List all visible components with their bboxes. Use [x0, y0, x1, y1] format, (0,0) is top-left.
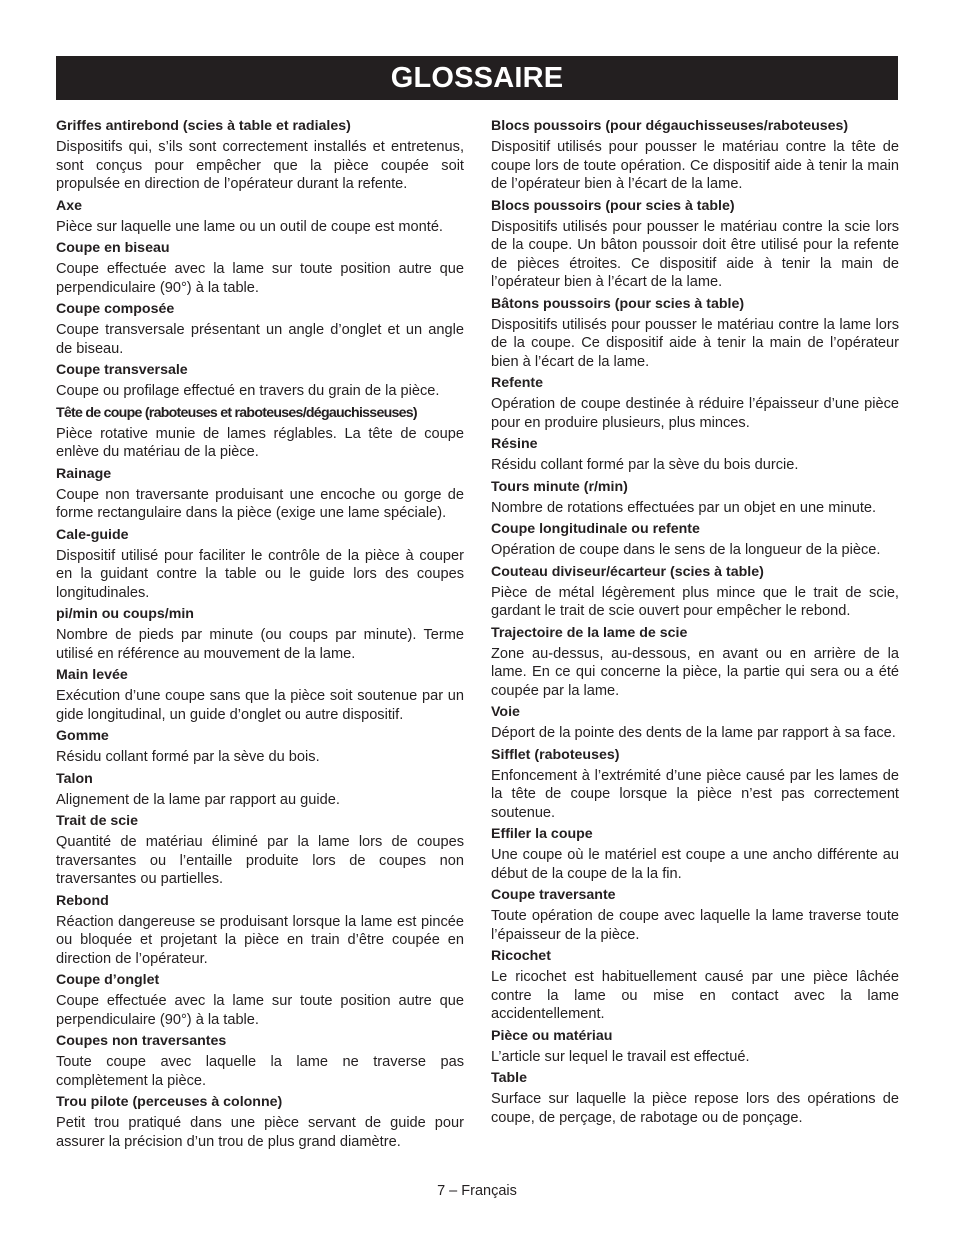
glossary-entry	[491, 520, 899, 560]
glossary-definition: Enfoncement à l’extrémité d’une pièce causé par les lames de la tête de coupe lorsque la pièce n’est pas correctement soutenue.	[491, 767, 899, 821]
glossary-entry	[56, 892, 464, 969]
glossary-entry	[491, 1027, 899, 1067]
glossary-entry	[491, 435, 899, 475]
glossary-entry	[56, 465, 464, 523]
glossary-entry	[56, 361, 464, 401]
glossary-entry	[491, 197, 899, 292]
glossary-term: Résine	[491, 436, 538, 452]
glossary-entry	[491, 947, 899, 1024]
glossary-left-column	[56, 117, 464, 1154]
glossary-term: Couteau diviseur/écarteur (scies à table)	[491, 563, 764, 580]
glossary-term: Coupe traversante	[491, 887, 616, 903]
glossary-entry	[56, 526, 464, 603]
glossary-entry	[491, 563, 899, 621]
glossary-entry	[56, 605, 464, 663]
glossary-definition: Toute coupe avec laquelle la lame ne traverse pas complètement la pièce.	[56, 1054, 464, 1089]
glossary-term: Rainage	[56, 465, 112, 482]
glossary-definition: Coupe ou profilage effectué en travers du grain de la pièce.	[56, 383, 440, 399]
glossary-definition: Dispositifs qui, s’ils sont correctement installés et entretenus, sont conçus pour empêcher que la pièce coupée soit propulsée en direction de l’opérateur durant la refente.	[56, 139, 464, 192]
glossary-definition: Pièce rotative munie de lames réglables. La tête de coupe enlève du matériau de la pièce.	[56, 425, 464, 460]
glossary-term: Trajectoire de la lame de scie	[491, 624, 688, 641]
glossary-term: Griffes antirebond (scies à table et radiales)	[56, 118, 351, 134]
page-footer: 7 – Français	[437, 1183, 517, 1199]
glossary-entry	[491, 295, 899, 372]
glossary-term: Coupe composée	[56, 301, 175, 317]
glossary-definition: L’article sur lequel le travail est effectué.	[491, 1048, 750, 1065]
glossary-definition: Coupe transversale présentant un angle d’onglet et un angle de biseau.	[56, 322, 464, 357]
glossary-definition: Résidu collant formé par la sève du bois.	[56, 749, 320, 765]
glossary-entry	[56, 812, 464, 889]
glossary-term: Sifflet (raboteuses)	[491, 746, 620, 763]
glossary-term: Table	[491, 1070, 528, 1086]
glossary-right-column	[491, 117, 899, 1130]
glossary-definition: Le ricochet est habituellement causé par une pièce lâchée contre la lame ou mise en contact avec la lame accidentellement.	[491, 969, 899, 1022]
glossary-definition: Surface sur laquelle la pièce repose lors des opérations de coupe, de perçage, de rabotage ou de ponçage.	[491, 1091, 899, 1126]
glossary-entry	[491, 886, 899, 944]
glossary-term: Refente	[491, 375, 544, 391]
glossary-definition: Opération de coupe destinée à réduire l’épaisseur d’une pièce pour en produire plusieurs, plus minces.	[491, 396, 899, 431]
glossary-term: Coupe longitudinale ou refente	[491, 521, 700, 537]
glossary-entry	[56, 666, 464, 724]
glossary-entry	[491, 825, 899, 883]
glossary-term: Pièce ou matériau	[491, 1027, 613, 1044]
glossary-entry	[491, 374, 899, 432]
glossary-entry	[491, 703, 899, 743]
glossary-term: Cale-guide	[56, 526, 129, 543]
glossary-term: Gomme	[56, 728, 109, 744]
glossary-definition: Zone au-dessus, au-dessous, en avant ou en arrière de la lame. En ce qui concerne la pièce, la partie qui sera ou a été coupée par la lame.	[491, 645, 899, 699]
glossary-entry	[56, 300, 464, 358]
glossary-term: Effiler la coupe	[491, 826, 593, 842]
glossary-definition: Coupe effectuée avec la lame sur toute position autre que perpendiculaire (90°) à la table.	[56, 261, 464, 296]
glossary-definition: Pièce sur laquelle une lame ou un outil de coupe est monté.	[56, 218, 443, 235]
glossary-entry	[491, 624, 899, 701]
glossary-term: Blocs poussoirs (pour scies à table)	[491, 197, 735, 214]
glossary-definition: Coupe non traversante produisant une encoche ou gorge de forme rectangulaire dans la pièce (exige une lame spéciale).	[56, 486, 464, 521]
glossary-entry	[56, 197, 464, 237]
glossary-term: Voie	[491, 704, 520, 720]
glossary-entry	[491, 746, 899, 823]
glossary-definition: Une coupe où le matériel est coupe a une ancho différente au début de la coupe de la la fin.	[491, 847, 899, 882]
glossary-term: Blocs poussoirs (pour dégauchisseuses/raboteuses)	[491, 118, 849, 134]
glossary-entry	[491, 478, 899, 518]
glossary-entry	[56, 1032, 464, 1090]
glossary-term: Trait de scie	[56, 813, 139, 829]
glossary-definition: Nombre de rotations effectuées par un objet en une minute.	[491, 499, 877, 516]
glossary-term: Bâtons poussoirs (pour scies à table)	[491, 295, 745, 312]
glossary-entry	[56, 1093, 464, 1151]
glossary-term: Coupe en biseau	[56, 240, 170, 256]
glossary-term: Trou pilote (perceuses à colonne)	[56, 1094, 283, 1110]
glossary-entry	[56, 117, 464, 194]
glossary-term: Coupe transversale	[56, 362, 188, 378]
glossary-entry	[491, 1069, 899, 1127]
glossary-entry	[56, 770, 464, 810]
glossary-term: Tours minute (r/min)	[491, 478, 628, 495]
glossary-term: Main levée	[56, 667, 128, 683]
glossary-definition: Quantité de matériau éliminé par la lame lors de coupes traversantes ou l’entaille produite lors de coupes non traversantes ou partielles.	[56, 834, 464, 887]
glossary-entry	[56, 404, 464, 462]
glossary-entry	[56, 971, 464, 1029]
glossary-definition: Dispositif utilisé pour faciliter le contrôle de la pièce à couper en la guidant contre la table ou le guide lors des coupes longitudinales.	[56, 547, 464, 601]
glossary-definition: Dispositifs utilisés pour pousser le matériau contre la lame lors de la coupe. Ce dispositif aide à tenir la main de l’opérateur bien à l’écart de la lame.	[491, 316, 899, 370]
glossary-definition: Opération de coupe dans le sens de la longueur de la pièce.	[491, 542, 881, 558]
glossary-definition: Alignement de la lame par rapport au guide.	[56, 791, 340, 808]
glossary-term: Talon	[56, 770, 93, 787]
glossary-entry	[491, 117, 899, 194]
glossary-definition: Pièce de métal légèrement plus mince que le trait de scie, gardant le trait de scie ouvert pour empêcher le rebond.	[491, 584, 899, 619]
glossary-term: Tête de coupe (raboteuses et raboteuses/dégauchisseuses)	[56, 404, 417, 421]
glossary-definition: Réaction dangereuse se produisant lorsque la lame est pincée ou bloquée et projetant la pièce en train d’être coupée en direction de l’opérateur.	[56, 913, 464, 967]
glossary-definition: Nombre de pieds par minute (ou coups par minute). Terme utilisé en référence au mouvement de la lame.	[56, 627, 464, 662]
glossary-definition: Dispositif utilisés pour pousser le matériau contre la tête de coupe lors de toute opération. Ce dispositif aide à tenir la main de l’opérateur bien à l’écart de la lame.	[491, 139, 899, 192]
glossary-definition: Petit trou pratiqué dans une pièce servant de guide pour assurer la précision d’un trou de plus grand diamètre.	[56, 1115, 464, 1150]
glossary-term: Coupe d’onglet	[56, 972, 160, 988]
glossary-entry	[56, 727, 464, 767]
page-title: GLOSSAIRE	[56, 56, 898, 100]
glossary-definition: Exécution d’une coupe sans que la pièce soit soutenue par un gide longitudinal, un guide d’onglet ou autre dispositif.	[56, 688, 464, 723]
glossary-definition: Déport de la pointe des dents de la lame par rapport à sa face.	[491, 725, 896, 741]
glossary-term: pi/min ou coups/min	[56, 606, 194, 622]
glossary-entry	[56, 239, 464, 297]
glossary-definition: Résidu collant formé par la sève du bois durcie.	[491, 457, 799, 473]
glossary-term: Ricochet	[491, 948, 551, 964]
glossary-term: Axe	[56, 197, 83, 214]
glossary-definition: Dispositifs utilisés pour pousser le matériau contre la scie lors de la coupe. Un bâton poussoir doit être utilisé pour la refente de pièces étroites. Ce dispositif aide à tenir la main de l’opérateur bien à l’écart de la lame.	[491, 218, 899, 290]
glossary-definition: Toute opération de coupe avec laquelle la lame traverse toute l’épaisseur de la pièce.	[491, 908, 899, 943]
glossary-definition: Coupe effectuée avec la lame sur toute position autre que perpendiculaire (90°) à la table.	[56, 993, 464, 1028]
glossary-term: Rebond	[56, 892, 109, 909]
glossary-term: Coupes non traversantes	[56, 1033, 227, 1049]
